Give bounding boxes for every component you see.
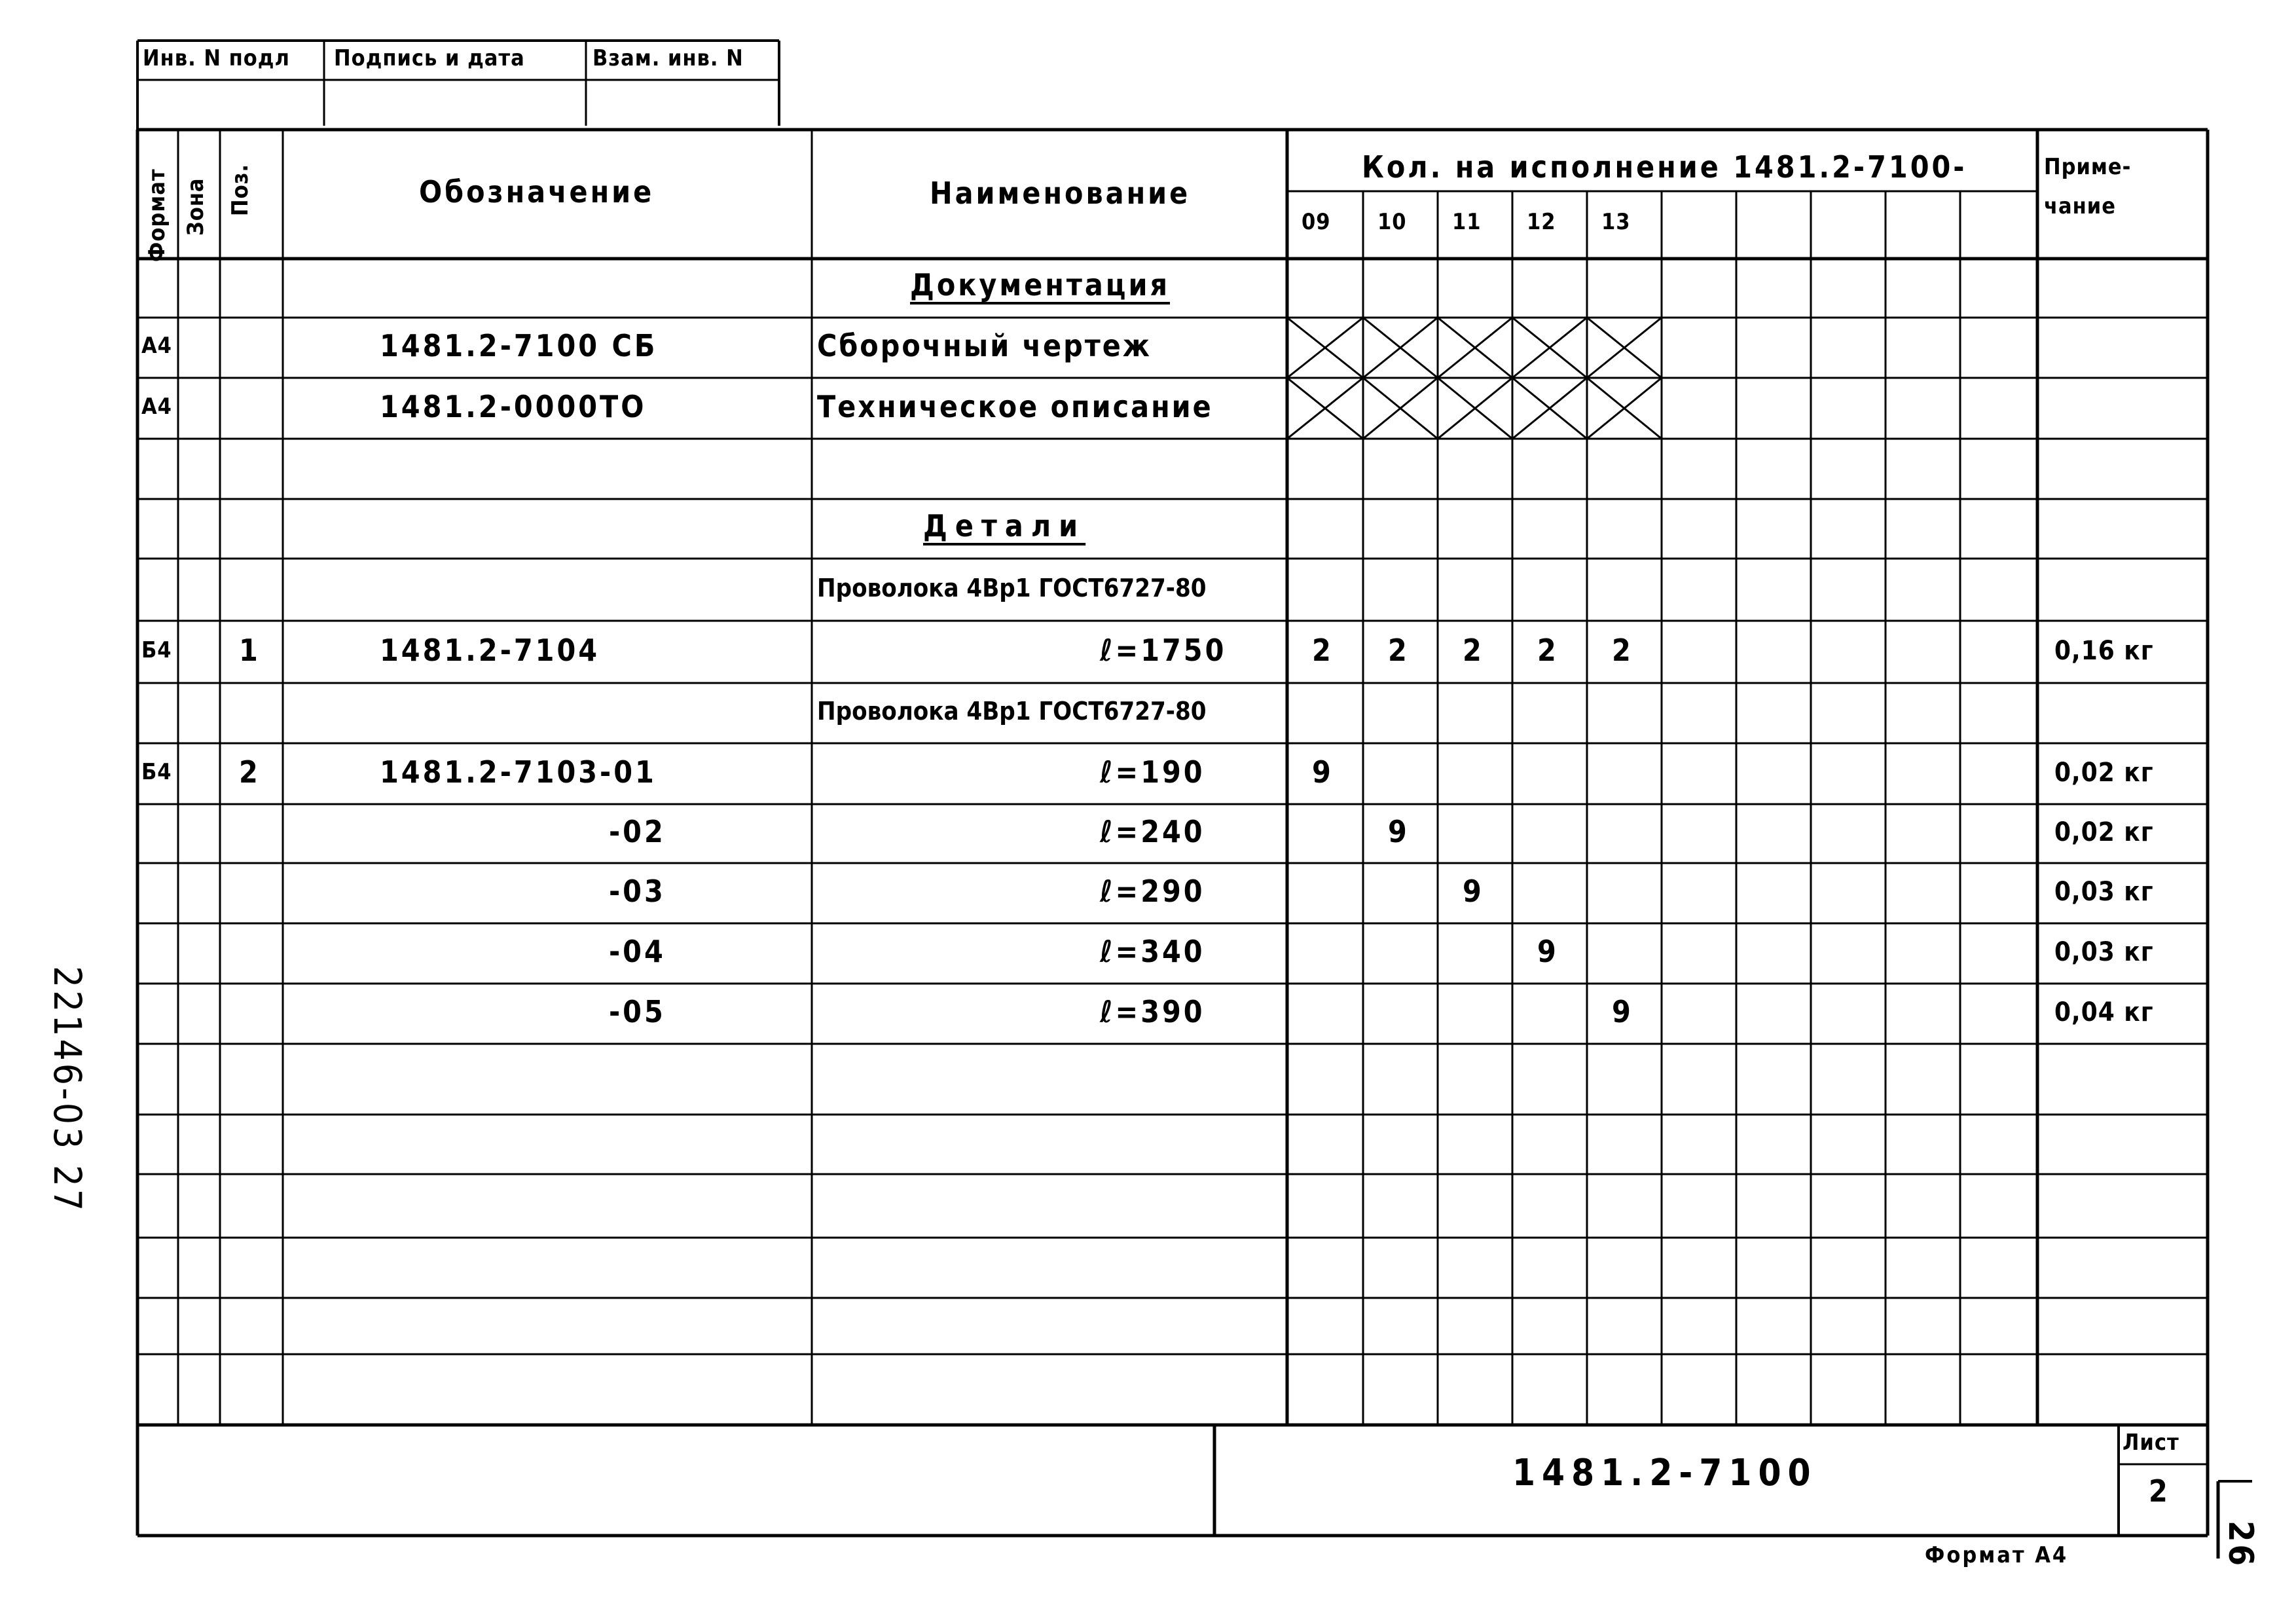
table-grid [137,41,2252,1559]
row-quantity: 9 [1612,994,1633,1029]
row-designation: 1481.2-7100 СБ [380,328,658,363]
header-primechanie-2: чание [2044,193,2116,219]
header-naimenovanie: Наименование [930,175,1191,211]
row-designation: -05 [609,994,666,1029]
row-note: 0,03 кг [2054,937,2154,967]
row-length: ℓ=190 [1100,754,1205,790]
row-format: А4 [141,393,172,420]
header-poz: Поз. [227,163,253,216]
row-designation: 1481.2-7104 [380,632,600,668]
side-archive-number: 22146-03 27 [45,966,90,1214]
header-column-number: 13 [1601,209,1631,235]
row-position: 2 [239,754,261,790]
row-quantity: 2 [1312,632,1334,668]
row-length: ℓ=390 [1100,994,1205,1029]
header-kol-title: Кол. на исполнение 1481.2-7100- [1362,149,1967,185]
row-designation: -04 [609,934,666,969]
row-designation: -02 [609,814,666,849]
header-format: Формат [144,168,170,262]
row-name: Техническое описание [817,388,1213,424]
row-note: 0,03 кг [2054,877,2154,907]
format-label: Формат А4 [1925,1542,2069,1568]
row-position: 1 [239,632,261,668]
row-format: А4 [141,333,172,359]
row-quantity: 2 [1612,632,1633,668]
row-quantity: 9 [1312,754,1334,790]
header-column-number: 10 [1377,209,1407,235]
row-length: ℓ=240 [1100,814,1205,849]
row-name: Сборочный чертеж [817,328,1152,363]
row-length: ℓ=290 [1100,874,1205,909]
stamp-inv-podl-label: Инв. N подл [143,45,290,71]
row-quantity: 9 [1537,934,1559,969]
row-material: Проволока 4Вр1 ГОСТ6727-80 [817,573,1207,602]
title-designation: 1481.2-7100 [1512,1452,1817,1494]
row-quantity: 2 [1537,632,1559,668]
stamp-podpis-data-label: Подпись и дата [334,45,525,71]
row-format: Б4 [141,637,172,663]
row-designation: 1481.2-7103-01 [380,754,657,790]
row-note: 0,02 кг [2054,817,2154,847]
row-note: 0,04 кг [2054,997,2154,1027]
header-column-number: 12 [1527,209,1556,235]
row-quantity: 9 [1463,874,1484,909]
header-column-number: 09 [1302,209,1331,235]
stamp-vzam-inv-label: Взам. инв. N [592,45,744,71]
header-primechanie-1: Приме- [2044,154,2132,180]
header-column-number: 11 [1452,209,1482,235]
row-quantity: 2 [1463,632,1484,668]
row-format: Б4 [141,758,172,785]
row-note: 0,02 кг [2054,757,2154,788]
header-zona: Зона [183,177,209,236]
list-number: 2 [2149,1473,2170,1509]
row-quantity: 2 [1388,632,1410,668]
row-length: ℓ=1750 [1100,632,1227,668]
corner-page-number: 26 [2221,1521,2260,1569]
row-designation: -03 [609,874,666,909]
list-label: Лист [2123,1430,2179,1456]
row-designation: 1481.2-0000ТО [380,388,647,424]
section-heading: Документация [910,267,1171,303]
row-quantity: 9 [1388,814,1410,849]
row-material: Проволока 4Вр1 ГОСТ6727-80 [817,697,1207,726]
section-heading: Детали [923,507,1086,544]
row-note: 0,16 кг [2054,635,2154,666]
row-length: ℓ=340 [1100,934,1205,969]
header-oboznachenie: Обозначение [419,174,655,210]
